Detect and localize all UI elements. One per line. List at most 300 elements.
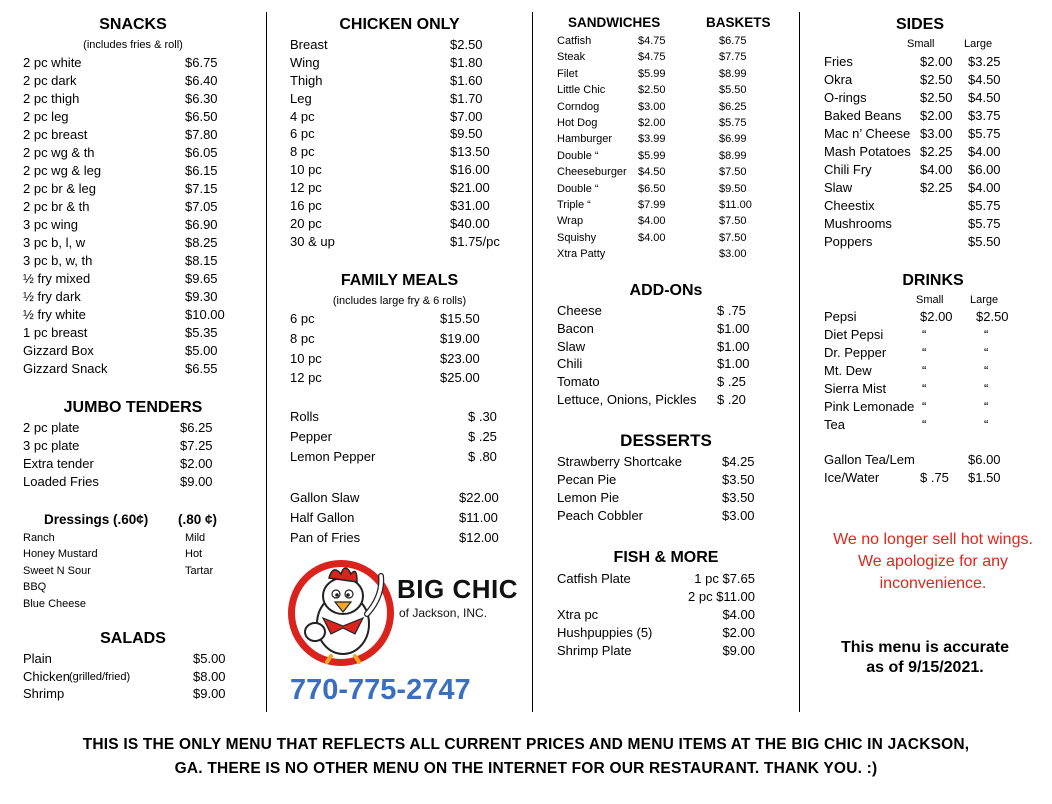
item-price: Mild (185, 532, 206, 544)
item-price: $4.00 (638, 215, 666, 228)
item-price: $4.00 (638, 231, 666, 244)
item-name: Strawberry Shortcake (557, 454, 682, 469)
desserts-list (557, 453, 797, 525)
phone-number[interactable]: 770-775-2747 (290, 674, 471, 706)
item-price: $8.25 (185, 235, 218, 250)
menu-row (557, 338, 797, 356)
notice-line-3: inconvenience. (879, 575, 987, 592)
menu-row (23, 126, 253, 144)
item-price: $6.99 (719, 133, 747, 146)
accuracy-line-2: as of 9/15/2021. (866, 659, 984, 676)
snacks-list (23, 54, 253, 378)
chicken-mascot-icon (285, 556, 405, 668)
menu-row (557, 131, 797, 147)
item-price: $11.00 (459, 509, 498, 525)
menu-row (557, 588, 797, 606)
item-name: Chili (557, 356, 583, 372)
item-name: ½ fry mixed (23, 271, 91, 286)
family-meals-list (290, 310, 530, 389)
item-price: $1.70 (450, 90, 483, 106)
jumbo-tenders-list (23, 419, 253, 491)
family-meals-subtitle: (includes large fry & 6 rolls) (332, 295, 467, 307)
big-chic-logo (285, 556, 525, 668)
item-price: “ (922, 363, 927, 378)
item-name: Shrimp Plate (557, 643, 632, 658)
item-name: Sweet N Sour (23, 564, 91, 577)
menu-row (23, 288, 253, 306)
item-price: $1.75/pc (450, 233, 500, 249)
item-price: 2 pc $11.00 (688, 589, 755, 604)
item-price: $6.25 (719, 100, 747, 113)
item-price: $22.00 (459, 490, 499, 505)
item-price: $6.40 (185, 73, 218, 88)
item-name: Filet (557, 67, 578, 80)
item-name: 3 pc b, w, th (23, 253, 93, 268)
item-name: Poppers (824, 234, 873, 249)
menu-row (290, 408, 530, 428)
item-price: $4.25 (722, 454, 755, 469)
item-name: Pan of Fries (290, 529, 361, 545)
item-price: $ .25 (468, 428, 497, 444)
baskets-heading: BASKETS (706, 15, 771, 30)
menu-row (290, 90, 530, 108)
item-price: $4.75 (638, 35, 666, 47)
item-price: $7.50 (719, 231, 747, 244)
menu-row (290, 529, 530, 549)
item-price: $8.99 (719, 67, 747, 80)
menu-row (290, 72, 530, 90)
menu-row (23, 234, 253, 252)
dressings-premium-heading: (.80 ¢) (178, 512, 218, 527)
item-price: $8.99 (719, 149, 747, 162)
item-name: Gizzard Snack (23, 361, 108, 376)
item-price: $5.75 (968, 198, 1001, 213)
menu-row (824, 416, 1044, 434)
menu-row (290, 54, 530, 72)
item-name: Peach Cobbler (557, 508, 643, 523)
menu-row (557, 320, 797, 338)
item-name: 2 pc br & th (23, 199, 90, 214)
menu-row (290, 36, 530, 54)
menu-row (23, 360, 253, 378)
item-name: Leg (290, 90, 312, 106)
item-name: Steak (557, 51, 586, 64)
menu-row (23, 162, 253, 180)
menu-row (824, 233, 1044, 251)
item-price: $7.25 (180, 438, 213, 453)
item-name: 8 pc (290, 144, 315, 160)
item-name: Slaw (824, 180, 853, 195)
item-price: $5.75 (968, 126, 1001, 141)
menu-row (23, 252, 253, 270)
dressings-heading (44, 512, 148, 527)
menu-row (23, 685, 253, 703)
item-price: $9.50 (450, 126, 483, 142)
menu-row (557, 373, 797, 391)
item-name: Squishy (557, 231, 597, 244)
menu-row (824, 215, 1044, 233)
menu-row (557, 115, 797, 131)
item-name: Hot Dog (557, 116, 598, 129)
menu-row (557, 181, 797, 197)
item-name: 1 pc breast (23, 325, 88, 340)
item-name: Honey Mustard (23, 548, 98, 561)
item-name: O-rings (824, 90, 867, 105)
addons-heading: ADD-ONs (629, 282, 703, 299)
menu-row (23, 324, 253, 342)
bulk-list (290, 489, 530, 548)
item-price: “ (922, 417, 927, 432)
item-price: Tartar (185, 564, 214, 577)
item-price: $2.00 (638, 116, 666, 129)
item-price: $1.60 (450, 72, 483, 88)
menu-row (23, 198, 253, 216)
item-name: Cheeseburger (557, 166, 627, 179)
menu-row (23, 419, 253, 437)
item-name: 10 pc (290, 350, 322, 366)
item-name: Rolls (290, 409, 319, 424)
item-name: Extra tender (23, 456, 94, 471)
item-price: $1.00 (717, 320, 750, 336)
notice-line-1: We no longer sell hot wings. (833, 531, 1033, 548)
menu-row (23, 473, 253, 491)
sides-heading: SIDES (895, 16, 944, 33)
chicken-only-heading: CHICKEN ONLY (339, 16, 460, 33)
item-price: $3.00 (722, 508, 755, 523)
menu-row (557, 148, 797, 164)
menu-row (557, 66, 797, 82)
item-price: “ (922, 345, 927, 360)
logo-tagline: of Jackson, INC. (399, 606, 488, 620)
item-price: $ .75 (717, 303, 746, 318)
sides-small-label: Small (907, 38, 935, 50)
item-name: 2 pc leg (23, 109, 69, 124)
item-name: Breast (290, 37, 328, 52)
menu-row (290, 369, 530, 389)
jumbo-tenders-heading: JUMBO TENDERS (63, 399, 203, 416)
item-price: $7.15 (185, 181, 218, 196)
item-price: $2.25 (920, 180, 953, 195)
menu-row (824, 143, 1044, 161)
desserts-heading: DESSERTS (620, 431, 712, 450)
menu-row (824, 161, 1044, 179)
item-price: “ (922, 381, 927, 396)
menu-row (23, 342, 253, 360)
item-price: $11.00 (719, 198, 752, 211)
item-name: 2 pc br & leg (23, 181, 96, 196)
item-price: $7.50 (719, 166, 747, 179)
item-name: 2 pc thigh (23, 91, 80, 106)
item-name: Hushpuppies (5) (557, 625, 653, 640)
item-name: 10 pc (290, 162, 322, 178)
item-price: $2.00 (722, 625, 755, 640)
menu-row (557, 302, 797, 320)
item-name: 12 pc (290, 370, 322, 386)
menu-row (557, 213, 797, 229)
menu-row (23, 579, 253, 595)
item-price: $2.50 (976, 309, 1009, 324)
item-name: Loaded Fries (23, 474, 99, 489)
item-name: Fries (824, 54, 853, 69)
item-name: Wrap (557, 215, 584, 228)
item-price: $ .25 (717, 374, 746, 390)
menu-row (290, 161, 530, 179)
menu-row (23, 270, 253, 288)
item-price: $6.55 (185, 361, 218, 376)
item-name: 4 pc (290, 108, 315, 124)
item-price: $7.80 (185, 127, 218, 142)
item-price: $13.50 (450, 144, 490, 160)
drinks-heading: DRINKS (902, 272, 964, 289)
item-price: Hot (185, 548, 203, 561)
item-price: $5.50 (719, 84, 747, 97)
menu-row (23, 650, 253, 668)
item-price: $4.50 (968, 72, 1001, 87)
menu-row (557, 355, 797, 373)
item-name: Plain (23, 651, 52, 666)
menu-row (23, 72, 253, 90)
item-price: $3.25 (968, 54, 1001, 69)
item-name: Tomato (557, 374, 600, 390)
item-name: Dr. Pepper (824, 345, 887, 360)
item-price: $4.00 (968, 180, 1001, 195)
item-price: “ (922, 399, 927, 414)
item-name: Ranch (23, 532, 55, 544)
column-divider (532, 12, 533, 712)
item-name: Catfish Plate (557, 571, 631, 586)
menu-row (824, 53, 1044, 71)
item-name: Lemon Pie (557, 490, 620, 505)
item-price: $5.00 (185, 343, 218, 358)
item-price: $6.75 (185, 55, 218, 70)
menu-row (557, 230, 797, 246)
menu-row (557, 624, 797, 642)
item-price: $8.15 (185, 253, 218, 268)
item-name: 2 pc breast (23, 127, 88, 142)
menu-row (824, 326, 1044, 344)
menu-row (290, 143, 530, 161)
menu-row (557, 606, 797, 624)
accuracy-note (810, 638, 1040, 678)
menu-row (23, 216, 253, 234)
item-name: Pepper (290, 428, 332, 444)
menu-row (557, 33, 797, 49)
item-price: $1.00 (717, 356, 750, 372)
item-price: $23.00 (440, 350, 480, 366)
menu-row (23, 455, 253, 473)
item-price: $7.50 (719, 215, 747, 228)
item-price: “ (984, 417, 989, 432)
item-price: “ (922, 327, 927, 342)
item-price: $1.50 (968, 470, 1001, 485)
menu-row (557, 391, 797, 409)
item-name: Lemon Pepper (290, 448, 376, 464)
item-price: $21.00 (450, 180, 490, 196)
item-price: $2.50 (450, 37, 483, 52)
item-name: Catfish (557, 35, 592, 47)
menu-row (557, 507, 797, 525)
menu-row (290, 330, 530, 350)
item-name: 6 pc (290, 126, 315, 142)
extras-list (290, 408, 530, 467)
menu-row (557, 197, 797, 213)
item-name: Half Gallon (290, 509, 355, 525)
menu-row (23, 668, 253, 686)
item-name: 8 pc (290, 330, 315, 346)
menu-row (824, 125, 1044, 143)
salads-heading: SALADS (100, 630, 166, 647)
menu-row (290, 489, 530, 509)
menu-row (824, 362, 1044, 380)
menu-row (557, 453, 797, 471)
item-price: $9.30 (185, 289, 218, 304)
item-name: 3 pc wing (23, 217, 78, 232)
menu-row (290, 350, 530, 370)
item-price: $1.80 (450, 54, 483, 70)
drinks-small-label: Small (916, 294, 944, 306)
item-price: 1 pc $7.65 (694, 571, 755, 586)
menu-row (290, 310, 530, 330)
item-name: 16 pc (290, 198, 322, 214)
sandwiches-list (557, 33, 797, 262)
item-price: $2.00 (920, 108, 953, 123)
notice-line-2: We apologize for any (857, 553, 1008, 570)
item-name: Little Chic (557, 84, 606, 97)
item-name: Double “ (557, 149, 599, 162)
sandwiches-heading: SANDWICHES (568, 15, 661, 30)
item-price: $2.00 (180, 456, 213, 471)
item-name: 20 pc (290, 215, 322, 231)
drinks-large-label: Large (970, 294, 999, 306)
menu-row (23, 54, 253, 72)
item-price: $19.00 (440, 330, 480, 346)
item-price: $5.50 (968, 234, 1001, 249)
item-name: Corndog (557, 100, 600, 113)
item-price: “ (984, 399, 989, 414)
item-price: $12.00 (459, 529, 499, 545)
dressings-title: Dressings (.60¢) (44, 512, 149, 527)
item-price: $5.75 (719, 116, 747, 129)
menu-row (557, 471, 797, 489)
menu-row (23, 144, 253, 162)
item-price: $5.99 (638, 67, 666, 80)
item-price: $5.35 (185, 325, 218, 340)
menu-row (824, 344, 1044, 362)
item-price: $9.00 (722, 643, 755, 658)
item-price: $7.99 (638, 198, 666, 211)
dressings-list (23, 530, 253, 612)
item-price: $6.50 (185, 109, 218, 124)
item-price: $3.00 (719, 248, 747, 261)
menu-row (290, 509, 530, 529)
item-price: $4.00 (920, 162, 953, 177)
item-price: “ (984, 363, 989, 378)
item-name: 2 pc wg & th (23, 145, 95, 160)
item-name: 12 pc (290, 180, 322, 196)
item-price: $ .75 (920, 470, 949, 485)
family-meals-heading: FAMILY MEALS (340, 272, 459, 289)
menu-row (824, 398, 1044, 416)
item-name: Baked Beans (824, 108, 902, 123)
item-price: $ .80 (468, 448, 497, 464)
item-name: Mac n’ Cheese (824, 126, 911, 141)
item-price: $6.30 (185, 91, 218, 106)
menu-row (824, 308, 1044, 326)
item-price: $2.50 (638, 84, 666, 97)
item-price: $2.25 (920, 144, 953, 159)
item-name: Shrimp (23, 686, 65, 701)
notice-hot-wings (820, 529, 1046, 595)
item-name: Mt. Dew (824, 363, 872, 378)
menu-row (23, 437, 253, 455)
item-name: 2 pc wg & leg (23, 163, 102, 178)
menu-row (557, 82, 797, 98)
menu-row (824, 380, 1044, 398)
item-price: $6.05 (185, 145, 218, 160)
menu-row (23, 306, 253, 324)
item-price: “ (984, 327, 989, 342)
menu-row (23, 108, 253, 126)
item-name: Chicken (23, 668, 70, 684)
item-price: “ (984, 381, 989, 396)
item-price: $ .20 (717, 391, 746, 407)
item-name: Pink Lemonade (824, 399, 915, 414)
menu-row (557, 246, 797, 262)
item-name: 6 pc (290, 311, 315, 326)
item-name: Thigh (290, 72, 323, 88)
item-name: Wing (290, 54, 320, 70)
item-price: $25.00 (440, 370, 480, 386)
item-price: $16.00 (450, 162, 490, 178)
item-price: $9.00 (193, 686, 226, 701)
item-name: Tea (824, 417, 845, 432)
menu-row (557, 642, 797, 660)
menu-row (290, 108, 530, 126)
item-price: $6.00 (968, 162, 1001, 177)
item-price: $6.50 (638, 182, 666, 195)
menu-row (824, 469, 1044, 487)
item-name: Chili Fry (824, 162, 872, 177)
item-name: Okra (824, 72, 853, 87)
menu-row (290, 179, 530, 197)
logo-name: BIG CHIC (397, 574, 518, 604)
item-price: $2.00 (920, 54, 953, 69)
menu-row (557, 49, 797, 65)
snacks-heading: SNACKS (99, 16, 167, 33)
item-price: $3.00 (920, 126, 953, 141)
menu-row (290, 233, 530, 251)
item-price: $1.00 (717, 338, 750, 354)
menu-row (23, 546, 253, 562)
item-name: BBQ (23, 581, 47, 594)
salads-list (23, 650, 253, 703)
menu-row (824, 89, 1044, 107)
item-price: $3.99 (638, 133, 666, 146)
item-name: 3 pc plate (23, 438, 80, 453)
menu-row (290, 125, 530, 143)
menu-row (824, 197, 1044, 215)
item-name: ½ fry dark (23, 289, 81, 304)
item-name: 30 & up (290, 233, 335, 249)
drinks-list (824, 308, 1044, 434)
item-name: Gallon Tea/Lem (824, 452, 915, 467)
item-name: ½ fry white (23, 307, 86, 322)
item-name: Slaw (557, 338, 586, 354)
item-name: 3 pc b, l, w (23, 235, 86, 250)
item-price: $9.65 (185, 271, 218, 286)
item-name: Bacon (557, 320, 594, 336)
menu-row (290, 428, 530, 448)
